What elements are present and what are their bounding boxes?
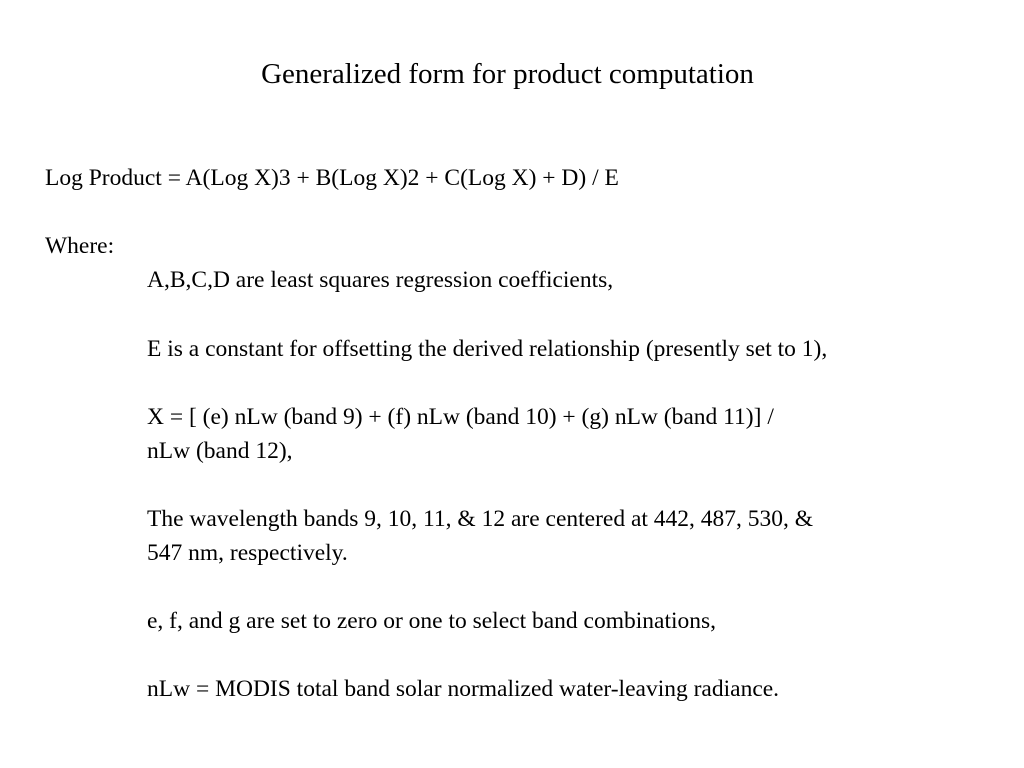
definition-efg: e, f, and g are set to zero or one to select band combinations,	[147, 608, 717, 634]
slide-title: Generalized form for product computation	[261, 58, 754, 90]
definition-x-line2: nLw (band 12),	[147, 438, 293, 464]
definition-nlw: nLw = MODIS total band solar normalized water-leaving radiance.	[147, 676, 780, 702]
formula-line: Log Product = A(Log X)3 + B(Log X)2 + C(Log X) + D) / E	[45, 165, 619, 191]
definition-x-line1: X = [ (e) nLw (band 9) + (f) nLw (band 10) + (g) nLw (band 11)] /	[147, 404, 774, 430]
definition-constant-e: E is a constant for offsetting the derived relationship (presently set to 1),	[147, 336, 828, 362]
definition-coefficients: A,B,C,D are least squares regression coefficients,	[147, 267, 614, 293]
definition-bands-line1: The wavelength bands 9, 10, 11, & 12 are centered at 442, 487, 530, &	[147, 506, 814, 532]
definition-bands-line2: 547 nm, respectively.	[147, 540, 348, 566]
where-label: Where:	[45, 233, 115, 259]
